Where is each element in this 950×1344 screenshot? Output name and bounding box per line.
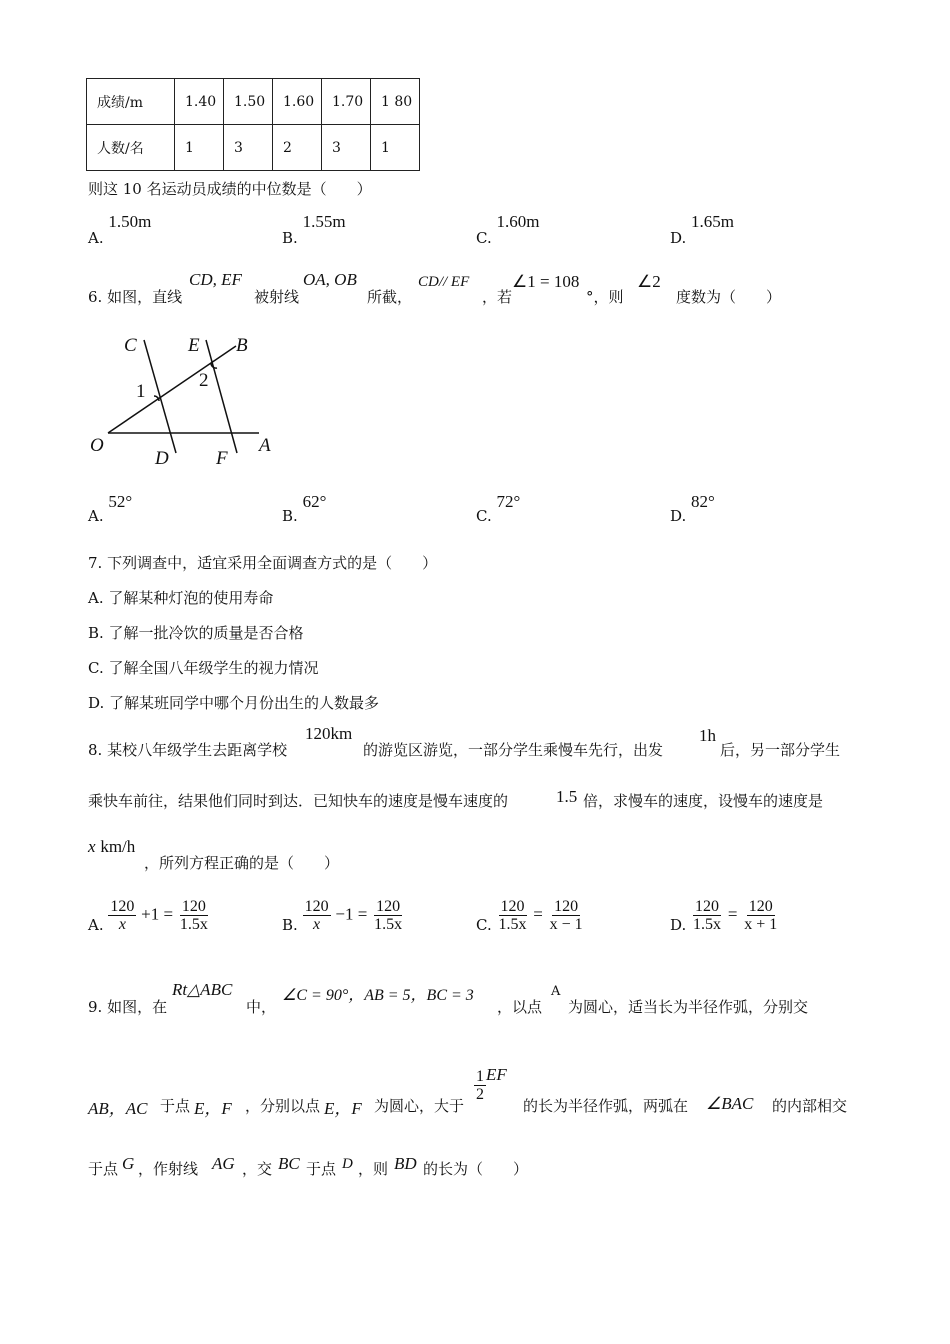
table-cell: 1: [371, 125, 420, 171]
q6-mid2: 所截，: [367, 288, 413, 306]
fraction: [372, 898, 404, 933]
q7-option-b[interactable]: B. 了解一批冷饮的质量是否合格: [88, 624, 304, 642]
q8-ratio: 1.5: [556, 787, 578, 806]
q8-option-b[interactable]: [282, 898, 404, 933]
fraction-denominator: 1.5x: [693, 916, 722, 933]
q9-angle-bac: ∠BAC: [706, 1094, 754, 1113]
label-c: C: [124, 335, 137, 356]
label-angle-1: 1: [136, 381, 146, 402]
q9-ray-ag: AG: [212, 1154, 235, 1173]
option-value: 1.50m: [108, 212, 152, 231]
q9-l3-d: 于点: [306, 1160, 337, 1178]
fraction-numerator: 120: [500, 898, 525, 915]
fraction-denominator: x − 1: [549, 916, 583, 933]
q8-time: 1h: [699, 726, 716, 745]
q9-ab-ac: AB，AC: [88, 1099, 148, 1118]
speed-unit: km/h: [100, 837, 136, 856]
q5-stem: 则这 10 名运动员成绩的中位数是（ ）: [88, 180, 372, 198]
q6-lines: CD, EF: [189, 270, 242, 289]
fraction-numerator: 120: [695, 898, 720, 915]
option-value: 72°: [496, 492, 521, 511]
fraction-denominator: 2: [476, 1086, 484, 1103]
q9-l3-e: ，则: [358, 1160, 389, 1178]
q8-option-a[interactable]: [88, 898, 210, 933]
q5-option-a[interactable]: [88, 212, 152, 247]
segment-ef: EF: [486, 1064, 507, 1084]
q6-parallel: CD// EF: [418, 274, 470, 290]
q7-option-a[interactable]: A. 了解某种灯泡的使用寿命: [88, 589, 274, 607]
label-a: A: [259, 435, 271, 456]
fraction: [497, 898, 529, 933]
fraction-denominator: x + 1: [744, 916, 778, 933]
table-cell: 1.70: [322, 79, 371, 125]
q8-line3: ，所列方程正确的是（ ）: [144, 854, 340, 872]
operator: −1 =: [335, 904, 368, 924]
q6-mid1: 被射线: [254, 288, 300, 306]
q9-point-a: A: [551, 984, 561, 999]
operator: =: [533, 904, 543, 924]
table-cell: 3: [322, 125, 371, 171]
option-label: D.: [670, 915, 687, 934]
fraction: [108, 898, 136, 933]
fraction-denominator: 1.5x: [374, 916, 403, 933]
table-row: [87, 125, 420, 171]
q9-segment-bd: BD: [394, 1154, 417, 1173]
q9-l3-a: 于点: [88, 1160, 119, 1178]
q6-prefix: 6. 如图，直线: [88, 288, 183, 306]
fraction-denominator: 1.5x: [498, 916, 527, 933]
operator: =: [727, 904, 738, 924]
label-b: B: [236, 335, 248, 356]
label-angle-2: 2: [199, 370, 209, 391]
q8-option-d[interactable]: [670, 898, 779, 933]
option-value: 62°: [302, 492, 327, 511]
q6-suffix: 度数为（ ）: [676, 288, 782, 306]
fraction: [303, 898, 331, 933]
q6-option-d[interactable]: [670, 492, 715, 525]
q9-point-g: G: [122, 1154, 135, 1173]
fraction-denominator: x: [118, 916, 126, 933]
q7-option-c[interactable]: C. 了解全国八年级学生的视力情况: [88, 659, 319, 677]
score-table: [86, 78, 420, 171]
label-o: O: [90, 435, 104, 456]
option-label: B.: [282, 229, 298, 247]
q5-option-d[interactable]: [670, 212, 735, 247]
q9-l3-b: ，作射线: [138, 1160, 199, 1178]
q9-l3-c: ，交: [242, 1160, 273, 1178]
option-label: A.: [88, 507, 104, 525]
q9-l2-c: 为圆心，大于: [374, 1097, 465, 1115]
q5-option-b[interactable]: [282, 212, 346, 247]
q9-conditions: ∠C = 90°，AB = 5，BC = 3: [282, 987, 474, 1004]
q6-mid3: ，若: [482, 288, 513, 306]
q9-text-a: 9. 如图，在: [88, 998, 168, 1016]
q6-rays: OA, OB: [303, 270, 357, 289]
fraction-denominator: x: [313, 916, 321, 933]
table-cell: 1 80: [371, 79, 420, 125]
option-value: 82°: [691, 492, 715, 511]
label-d: D: [155, 448, 169, 469]
q7-stem: 7. 下列调查中，适宜采用全面调查方式的是（ ）: [88, 554, 438, 572]
q6-angle2: ∠2: [637, 272, 661, 291]
label-f: F: [216, 448, 228, 469]
q6-option-a[interactable]: [88, 492, 133, 525]
q9-segment-bc: BC: [278, 1154, 300, 1173]
q6-option-b[interactable]: [282, 492, 327, 525]
q8-line2-b: 倍，求慢车的速度，设慢车的速度是: [583, 792, 824, 810]
fraction-numerator: 120: [748, 898, 773, 915]
q8-line1-a: 8. 某校八年级学生去距离学校: [88, 741, 288, 759]
option-value: 1.55m: [302, 212, 346, 231]
q9-l2-a: 于点: [160, 1097, 191, 1115]
q7-option-d[interactable]: D. 了解某班同学中哪个月份出生的人数最多: [88, 694, 380, 712]
table-cell: 成绩/m: [87, 79, 175, 125]
option-label: A.: [88, 915, 104, 934]
option-label: D.: [670, 229, 687, 247]
option-value: 1.60m: [496, 212, 540, 231]
fraction-numerator: 120: [304, 898, 329, 915]
fraction: [742, 898, 779, 933]
fraction: [691, 898, 723, 933]
option-label: D.: [670, 507, 687, 525]
q9-point-d: D: [342, 1156, 353, 1172]
fraction-numerator: 120: [554, 898, 579, 915]
option-label: C.: [476, 507, 492, 525]
fraction: [548, 898, 585, 933]
label-e: E: [188, 335, 200, 356]
q8-line1-c: 后，另一部分学生: [720, 741, 841, 759]
line-ef: [206, 340, 237, 453]
q8-speed: [88, 837, 135, 857]
ray-ob: [108, 346, 236, 433]
operator: +1 =: [141, 904, 174, 924]
q9-text-b: 中，: [246, 998, 277, 1016]
table-cell: 1: [175, 125, 224, 171]
fraction: [178, 898, 210, 933]
q9-text-c: ，以点: [497, 998, 543, 1016]
fraction-numerator: 120: [376, 898, 401, 915]
q8-line2-a: 乘快车前往，结果他们同时到达．已知快车的速度是慢车速度的: [88, 792, 509, 810]
fraction-denominator: 1.5x: [179, 916, 208, 933]
option-label: B.: [282, 915, 298, 934]
option-value: 1.65m: [691, 212, 735, 231]
q6-option-c[interactable]: [476, 492, 521, 525]
fraction-half: [474, 1068, 486, 1103]
fraction-numerator: 1: [476, 1068, 484, 1085]
q8-line1-b: 的游览区游览，一部分学生乘慢车先行，出发: [363, 741, 664, 759]
q8-option-c[interactable]: [476, 898, 585, 933]
q9-l2-d: 的长为半径作弧，两弧在: [523, 1097, 689, 1115]
option-label: C.: [476, 915, 492, 934]
fraction-numerator: 120: [181, 898, 206, 915]
fraction-numerator: 120: [110, 898, 135, 915]
q6-figure: [84, 325, 294, 475]
q9-l2-e: 的内部相交: [772, 1097, 848, 1115]
q9-l2-b: ，分别以点: [245, 1097, 321, 1115]
table-cell: 人数/名: [87, 125, 175, 171]
table-cell: 1.60: [273, 79, 322, 125]
option-label: C.: [476, 229, 492, 247]
table-header-row: [87, 79, 420, 125]
q9-e-f: E，F: [194, 1099, 232, 1118]
q8-distance: 120km: [305, 724, 353, 743]
q9-l3-f: 的长为（ ）: [423, 1160, 529, 1178]
option-value: 52°: [108, 492, 133, 511]
option-label: B.: [282, 507, 298, 525]
line-cd: [144, 340, 176, 453]
q9-half-ef: [474, 1064, 507, 1103]
q9-triangle: Rt△ABC: [172, 980, 233, 999]
table-cell: 1.40: [175, 79, 224, 125]
table-cell: 2: [273, 125, 322, 171]
q6-mid4: °，则: [586, 288, 624, 306]
q9-e-f-2: E，F: [324, 1099, 362, 1118]
q9-text-d: 为圆心，适当长为半径作弧，分别交: [568, 998, 809, 1016]
q5-option-c[interactable]: [476, 212, 540, 247]
table-cell: 1.50: [224, 79, 273, 125]
speed-variable: x: [88, 837, 96, 856]
q6-angle1: ∠1 = 108: [512, 272, 580, 291]
table-cell: 3: [224, 125, 273, 171]
option-label: A.: [88, 229, 104, 247]
